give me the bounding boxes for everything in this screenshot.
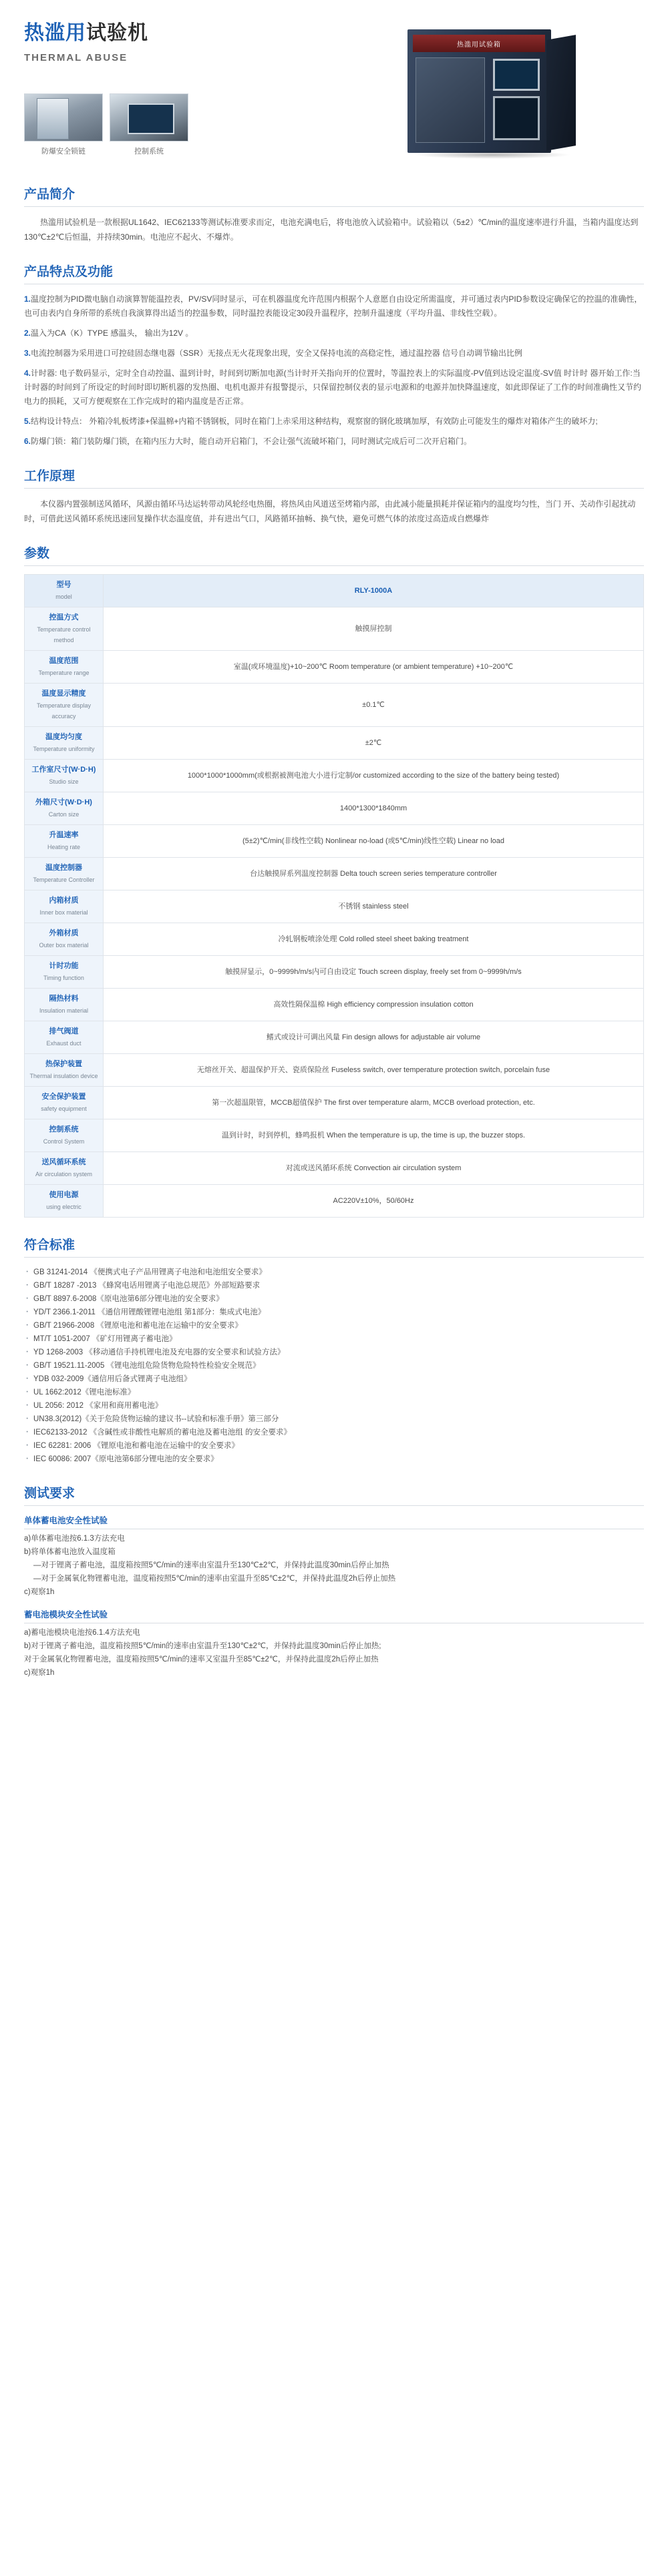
divider <box>24 1505 644 1506</box>
requirement-line: b)将单体蓄电池放入温度箱 <box>24 1548 116 1556</box>
spec-key <box>25 1054 104 1087</box>
feature-text: 温入为CA（K）TYPE 感温头， 输出为12V 。 <box>31 328 194 338</box>
spec-value: 冷轧钢板喷涂处理 Cold rolled steel sheet baking treatment <box>104 923 644 956</box>
spec-key-cn: 工作室尺寸(W·D·H) <box>31 766 96 774</box>
spec-value: 温到计时，时到停机，蜂鸣报机 When the temperature is up, the time is up, the buzzer stops. <box>104 1119 644 1152</box>
spec-key <box>25 1185 104 1218</box>
divider <box>24 206 644 207</box>
feature-list <box>24 292 644 449</box>
spec-key-cn: 温度范围 <box>49 657 79 665</box>
spec-value: 第一次超温限管，MCCB超值保护 The first over temperature alarm, MCCB overload protection, etc. <box>104 1087 644 1119</box>
table-row <box>25 727 644 760</box>
feature-item <box>24 415 644 429</box>
intro-title: 产品简介 <box>24 188 75 202</box>
principle-paragraph: 本仪器内置强制送风循环，风源由循环马达运转带动风轮经电热圈，将热风由风道送至烤箱内部，由此减小能量损耗并保证箱内的温度均匀性，当门 开、关动作引起扰动时，可借此送风循环系统迅速回复操作状态温度值，并有进出气口，风路循环抽畅、换气快，避免可燃气体的浓度过高造成自燃爆炸 <box>24 499 636 523</box>
standards-list <box>24 1266 644 1466</box>
params-title: 参数 <box>24 547 50 561</box>
divider <box>24 565 644 566</box>
spec-key-en: Exhaust duct <box>46 1040 81 1047</box>
spec-key-cn: 热保护装置 <box>45 1060 82 1068</box>
feature-number: 3. <box>24 348 31 358</box>
spec-value: 触摸屏控制 <box>104 607 644 651</box>
spec-key <box>25 825 104 858</box>
table-row <box>25 825 644 858</box>
requirements-title: 测试要求 <box>24 1487 75 1501</box>
spec-key <box>25 760 104 792</box>
feature-number: 6. <box>24 437 31 446</box>
spec-key-cn: 升温速率 <box>49 831 79 839</box>
spec-key-en: Insulation material <box>39 1007 89 1014</box>
machine-illustration <box>407 23 581 156</box>
spec-key <box>25 575 104 607</box>
table-row <box>25 684 644 727</box>
spec-key-cn: 温度显示精度 <box>41 690 86 698</box>
table-row <box>25 989 644 1021</box>
feature-text: 结构设计特点： 外箱冷轧板烤漆+保温棉+内箱不锈钢板，同时在箱门上赤采用这种结构，观察窗的钢化玻璃加厚，有效防止可能发生的爆炸对箱体产生的破坏力; <box>31 417 598 426</box>
section-principle <box>0 466 668 526</box>
spec-key <box>25 858 104 890</box>
spec-key-en: Temperature Controller <box>33 876 95 883</box>
spec-value: 1400*1300*1840mm <box>104 792 644 825</box>
table-row <box>25 1087 644 1119</box>
spec-key <box>25 956 104 989</box>
table-row <box>25 1054 644 1087</box>
list-item: · YDB 032-2009《通信用后备式锂离子电池组》 <box>24 1372 644 1386</box>
list-item: · IEC 60086: 2007《原电池第6部分锂电池的安全要求》 <box>24 1453 644 1466</box>
table-row <box>25 607 644 651</box>
spec-key-en: Control System <box>43 1138 85 1145</box>
spec-key-en: Inner box material <box>39 909 88 916</box>
list-item: · UL 1662:2012《锂电池标准》 <box>24 1386 644 1399</box>
spec-value: 高效性隔保温棉 High efficiency compression insulation cotton <box>104 989 644 1021</box>
feature-text: 温度控制为PID微电脑自动演算智能温控表，PV/SV同时显示，可在机器温度允许范围内根据个人意愿自由设定所需温度，并可通过表内PID参数设定确保它的控温的准确性，也可由表内自身所带的系统自我演算得出适当的控温参数，同时温控表能设定30段升温程序，控制升温速度（平均升温、非线性空载）。 <box>24 294 643 318</box>
requirement-line: —对于锂离子蓄电池，温度箱按照5℃/min的速率由室温升至130℃±2℃，并保持此温度30min后停止加热 <box>33 1561 389 1569</box>
spec-table-body <box>25 575 644 1218</box>
spec-key <box>25 684 104 727</box>
intro-paragraph: 热滥用试验机是一款根据UL1642、IEC62133等测试标准要求而定，电池充满电后，将电池放入试验箱中。试验箱以（5±2）℃/min的温度速率进行升温，当箱内温度达到130℃±2℃后恒温，并持续30min。电池应不起火、不爆炸。 <box>24 218 639 242</box>
spec-key-en: Outer box material <box>39 942 89 949</box>
requirement-subtitle: 单体蓄电池安全性试验 <box>24 1514 644 1529</box>
feature-item <box>24 346 644 360</box>
spec-key-en: Temperature range <box>38 670 90 676</box>
spec-value: ±2℃ <box>104 727 644 760</box>
spec-key <box>25 727 104 760</box>
spec-key-cn: 使用电源 <box>49 1191 79 1199</box>
requirement-line: a)蓄电池模块电池按6.1.4方法充电 <box>24 1629 140 1637</box>
requirement-line: a)单体蓄电池按6.1.3方法充电 <box>24 1535 125 1543</box>
spec-key-en: Carton size <box>48 811 79 818</box>
spec-value: 无熔丝开关、超温保护开关、瓷质保险丝 Fuseless switch, over temperature protection switch, porcelain fuse <box>104 1054 644 1087</box>
table-row <box>25 1185 644 1218</box>
table-row <box>25 1021 644 1054</box>
section-intro <box>0 184 668 244</box>
list-item: · UN38.3(2012)《关于危险货物运输的建议书--试验和标准手册》第三部分 <box>24 1412 644 1426</box>
spec-key <box>25 890 104 923</box>
requirement-group <box>24 1608 644 1680</box>
page-title-accent: 热滥用 <box>24 22 86 44</box>
spec-value: 1000*1000*1000mm(或根据被测电池大小进行定制/or customized according to the size of the battery being tested) <box>104 760 644 792</box>
list-item: · YD/T 2366.1-2011 《通信用锂酸锂锂电池组 第1部分：集成式电池》 <box>24 1306 644 1319</box>
requirement-group <box>24 1514 644 1599</box>
list-item: · UL 2056: 2012 《家用和商用蓄电池》 <box>24 1399 644 1412</box>
spec-key-cn: 外箱材质 <box>49 929 79 937</box>
spec-key-en: Heating rate <box>47 844 81 850</box>
requirement-line: c)观察1h <box>24 1669 55 1677</box>
feature-number: 4. <box>24 368 31 378</box>
spec-value: 室温(或环境温度)+10~200℃ Room temperature (or ambient temperature) +10~200℃ <box>104 651 644 684</box>
table-row <box>25 792 644 825</box>
spec-value: (5±2)℃/min(非线性空载) Nonlinear no-load (或5℃/min)线性空载) Linear no load <box>104 825 644 858</box>
feature-text: 电流控制器为采用进口可控硅固态继电器（SSR）无接点无火花现象出现，安全又保持电流的高稳定性，通过温控器 信号自动调节输出比例 <box>31 348 523 358</box>
spec-key-cn: 送风循环系统 <box>41 1158 86 1166</box>
hero-photo-caption: 防爆安全锁链 <box>41 148 86 156</box>
control-system-photo <box>110 93 188 142</box>
feature-item <box>24 326 644 340</box>
spec-key <box>25 1087 104 1119</box>
hero-banner <box>0 0 668 167</box>
machine-touch-screen <box>493 59 540 91</box>
door-lock-photo <box>24 93 103 142</box>
spec-value: AC220V±10%，50/60Hz <box>104 1185 644 1218</box>
spec-key-cn: 控温方式 <box>49 613 79 621</box>
table-row <box>25 858 644 890</box>
spec-key-cn: 型号 <box>56 581 71 589</box>
feature-text: 防爆门锁：箱门装防爆门锁，在箱内压力大时，能自动开启箱门，不会让强气流破坏箱门，同时测试完成后可二次开启箱门。 <box>31 437 472 446</box>
requirement-line: —对于金属氧化物锂蓄电池，温度箱按照5℃/min的速率由室温升至85℃±2℃，并保持此温度2h后停止加热 <box>33 1575 396 1583</box>
spec-key-en: Air circulation system <box>35 1171 93 1178</box>
spec-key-en: Temperature uniformity <box>33 746 95 752</box>
spec-value: 鳍式或设计可调出风量 Fin design allows for adjustable air volume <box>104 1021 644 1054</box>
spec-value: 不锈钢 stainless steel <box>104 890 644 923</box>
list-item: · YD 1268-2003 《移动通信手持机锂电池及充电器的安全要求和试验方法》 <box>24 1346 644 1359</box>
table-row <box>25 651 644 684</box>
spec-key <box>25 923 104 956</box>
feature-item <box>24 292 644 320</box>
spec-value: RLY-1000A <box>104 575 644 607</box>
spec-key-cn: 隔热材料 <box>49 995 79 1003</box>
spec-key-cn: 计时功能 <box>49 962 79 970</box>
spec-key <box>25 1152 104 1185</box>
machine-view-window <box>493 96 540 140</box>
machine-shadow <box>414 151 571 159</box>
spec-key <box>25 651 104 684</box>
section-requirements <box>0 1483 668 1680</box>
standards-title: 符合标准 <box>24 1238 75 1252</box>
spec-key-cn: 温度均匀度 <box>45 733 82 741</box>
features-title: 产品特点及功能 <box>24 265 114 279</box>
list-item: · GB/T 19521.11-2005 《锂电池组危险货物危险特性检验安全规范》 <box>24 1359 644 1372</box>
spec-key-en: model <box>55 593 72 600</box>
spec-key-en: Thermal insulation device <box>29 1073 98 1079</box>
feature-number: 2. <box>24 328 31 338</box>
feature-text: 计时器: 电子数码显示，定时全自动控温、温到计时，时间到切断加电源(当计时开关指向开的位置时，等温控表上的实际温度-PV值到达设定温度-SV值 时计时 器开始工作:当计时器的时间到了所设定的时间时即切断机器的发热圈、电机电源并有报警提示，只保留控制仪表的显示电源和的电源并加快降温速度，如此即保证了工作的时间准确性又节约电力的损耗，又可方便观察在工作完成时的箱内温度是否正常。 <box>24 368 642 406</box>
page-subtitle: THERMAL ABUSE <box>24 52 128 63</box>
hero-photo-item <box>110 93 188 156</box>
hero-photo-list <box>24 93 188 156</box>
spec-value: 对流或送风循环系统 Convection air circulation system <box>104 1152 644 1185</box>
spec-key-en: Temperature display accuracy <box>36 702 92 720</box>
spec-value: ±0.1℃ <box>104 684 644 727</box>
spec-key-cn: 温度控制器 <box>45 864 82 872</box>
list-item: · GB/T 18287 -2013 《蜂窝电话用锂离子电池总规范》外部短路要求 <box>24 1279 644 1292</box>
table-row <box>25 956 644 989</box>
spec-key-en: using electric <box>46 1204 81 1210</box>
spec-key-cn: 安全保护装置 <box>41 1093 86 1101</box>
spec-key <box>25 1119 104 1152</box>
list-item: · MT/T 1051-2007 《矿灯用锂离子蓄电池》 <box>24 1332 644 1346</box>
spec-value: 台达触摸屏系列温度控制器 Delta touch screen series temperature controller <box>104 858 644 890</box>
list-item: · IEC 62281: 2006 《锂原电池和蓄电池在运输中的安全要求》 <box>24 1439 644 1453</box>
spec-key-cn: 控制系统 <box>49 1125 79 1133</box>
requirement-subtitle: 蓄电池模块安全性试验 <box>24 1608 644 1623</box>
spec-key-cn: 外箱尺寸(W·D·H) <box>35 798 92 806</box>
machine-side <box>546 35 576 151</box>
spec-value: 触摸屏显示，0~9999h/m/s内可自由设定 Touch screen display, freely set from 0~9999h/m/s <box>104 956 644 989</box>
spec-key <box>25 607 104 651</box>
machine-door <box>415 57 485 143</box>
table-row <box>25 923 644 956</box>
machine-top-label: 热滥用试验箱 <box>413 35 545 52</box>
feature-number: 5. <box>24 417 31 426</box>
hero-photo-caption: 控制系统 <box>134 148 164 156</box>
hero-photo-item <box>24 93 103 156</box>
list-item: · GB 31241-2014 《便携式电子产品用锂离子电池和电池组安全要求》 <box>24 1266 644 1279</box>
divider <box>24 488 644 489</box>
feature-item <box>24 366 644 409</box>
principle-title: 工作原理 <box>24 469 75 483</box>
list-item: · GB/T 21966-2008 《锂原电池和蓄电池在运输中的安全要求》 <box>24 1319 644 1332</box>
section-features <box>0 262 668 449</box>
divider <box>24 1257 644 1258</box>
list-item: · GB/T 8897.6-2008《原电池第6部分锂电池的安全要求》 <box>24 1292 644 1306</box>
table-row <box>25 1119 644 1152</box>
section-standards <box>0 1235 668 1466</box>
spec-key <box>25 1021 104 1054</box>
spec-key-en: Timing function <box>43 975 84 981</box>
feature-item <box>24 435 644 449</box>
requirement-line: 对于金属氧化物锂蓄电池，温度箱按照5℃/min的速率又室温升至85℃±2℃，并保持此温度2h后停止加热 <box>24 1655 379 1663</box>
spec-table <box>24 574 644 1218</box>
spec-key-cn: 排气阀道 <box>49 1027 79 1035</box>
table-row <box>25 890 644 923</box>
spec-key-en: Studio size <box>49 778 79 785</box>
requirement-line: c)观察1h <box>24 1588 55 1596</box>
page-title-dark: 试验机 <box>86 22 148 44</box>
feature-number: 1. <box>24 294 31 304</box>
spec-key-cn: 内箱材质 <box>49 896 79 905</box>
requirement-line: b)对于锂离子蓄电池，温度箱按照5℃/min的速率由室温升至130℃±2℃，并保持此温度30min后停止加热; <box>24 1642 381 1650</box>
table-row <box>25 575 644 607</box>
spec-key <box>25 989 104 1021</box>
spec-key <box>25 792 104 825</box>
list-item: · IEC62133-2012 《含碱性或非酸性电解质的蓄电池及蓄电池组 的安全要求》 <box>24 1426 644 1439</box>
spec-key-en: Temperature control method <box>37 626 91 643</box>
spec-key-en: safety equipment <box>41 1105 87 1112</box>
table-row <box>25 760 644 792</box>
section-params <box>0 543 668 1218</box>
table-row <box>25 1152 644 1185</box>
